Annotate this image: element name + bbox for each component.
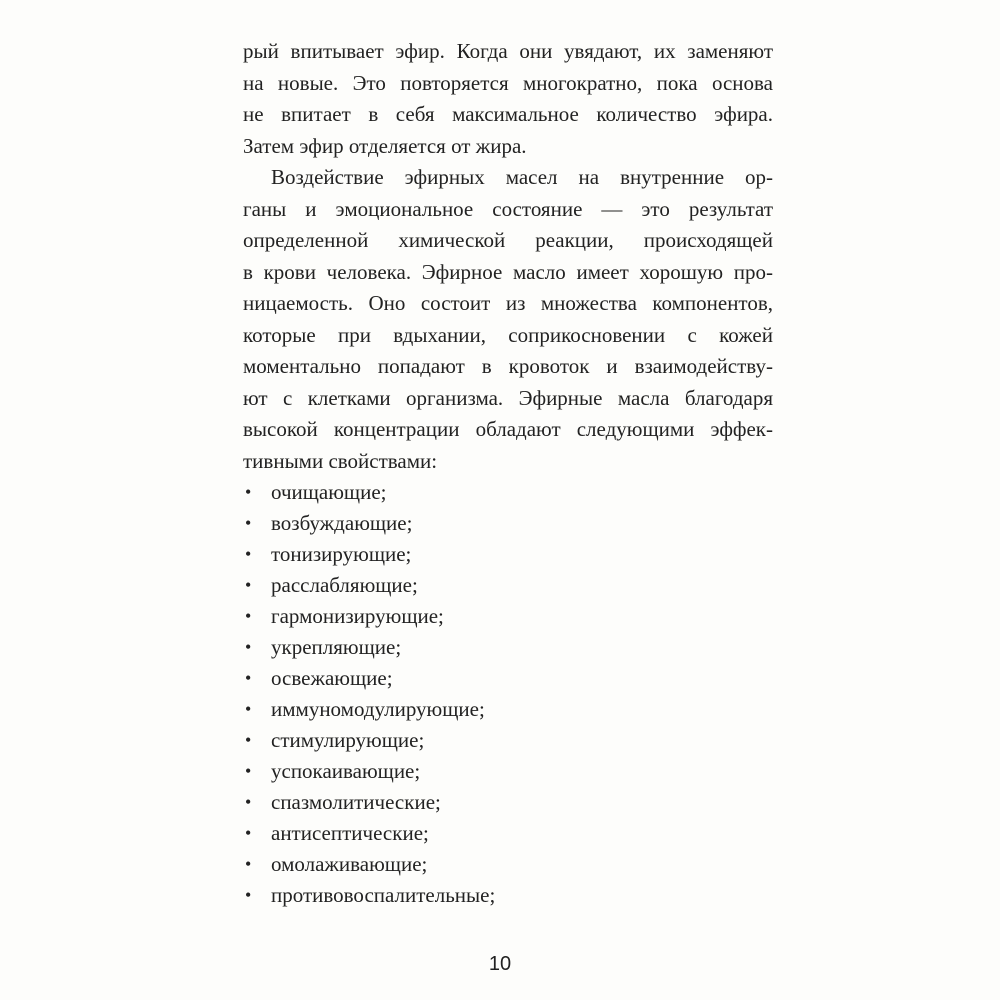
properties-list (243, 477, 773, 911)
text-line: в крови человека. Эфирное масло имеет хорошую про- (243, 259, 773, 284)
list-item (243, 663, 773, 694)
paragraph-continuation (243, 36, 773, 162)
bullet-icon: • (245, 730, 252, 750)
text-line: на новые. Это повторяется многократно, пока основа (243, 70, 773, 95)
text-line: Воздействие эфирных масел на внутренние ор- (271, 165, 773, 189)
bullet-icon: • (245, 482, 252, 502)
list-item-text: успокаивающие; (271, 759, 421, 783)
list-item-text: освежающие; (271, 666, 393, 690)
list-item-text: иммуномодулирующие; (271, 697, 485, 721)
list-item (243, 880, 773, 911)
bullet-icon: • (245, 575, 252, 595)
text-line: Затем эфир отделяется от жира. (243, 133, 527, 158)
bullet-icon: • (245, 606, 252, 626)
list-item (243, 849, 773, 880)
bullet-icon: • (245, 885, 252, 905)
bullet-icon: • (245, 637, 252, 657)
bullet-icon: • (245, 792, 252, 812)
body-text (243, 36, 773, 911)
list-item (243, 756, 773, 787)
bullet-icon: • (245, 761, 252, 781)
list-item-text: омолаживающие; (271, 852, 428, 876)
list-item (243, 477, 773, 508)
text-line: не впитает в себя максимальное количество эфира. (243, 102, 773, 126)
bullet-icon: • (245, 668, 252, 688)
bullet-icon: • (245, 823, 252, 843)
text-line: определенной химической реакции, происходящей (243, 228, 773, 252)
text-line: тивными свойствами: (243, 448, 438, 473)
list-item-text: очищающие; (271, 480, 387, 504)
list-item-text: спазмолитические; (271, 790, 441, 814)
list-item-text: расслабляющие; (271, 573, 418, 597)
text-line: рый впитывает эфир. Когда они увядают, их заменяют (243, 39, 773, 63)
text-line: ганы и эмоциональное состояние — это результат (243, 196, 773, 221)
text-line: ют с клетками организма. Эфирные масла благодаря (243, 385, 773, 410)
list-item (243, 632, 773, 663)
list-item-text: укрепляющие; (271, 635, 402, 659)
text-line: высокой концентрации обладают следующими эффек- (243, 417, 773, 441)
list-item (243, 725, 773, 756)
bullet-icon: • (245, 513, 252, 533)
list-item-text: тонизирующие; (271, 542, 412, 566)
list-item-text: антисептические; (271, 821, 429, 845)
page-number: 10 (488, 953, 512, 975)
bullet-icon: • (245, 854, 252, 874)
list-item (243, 570, 773, 601)
list-item (243, 601, 773, 632)
list-item (243, 508, 773, 539)
paragraph-essential-oils-effects (243, 162, 773, 477)
text-line: моментально попадают в кровоток и взаимодейству- (243, 354, 773, 378)
list-item (243, 818, 773, 849)
bullet-icon: • (245, 699, 252, 719)
bullet-icon: • (245, 544, 252, 564)
list-item (243, 539, 773, 570)
text-line: которые при вдыхании, соприкосновении с кожей (243, 322, 773, 347)
list-item-text: возбуждающие; (271, 511, 413, 535)
text-line: ницаемость. Оно состоит из множества компонентов, (243, 291, 773, 315)
list-item-text: противовоспалительные; (271, 883, 496, 907)
list-item-text: гармонизирующие; (271, 604, 444, 628)
list-item (243, 787, 773, 818)
list-item (243, 694, 773, 725)
list-item-text: стимулирующие; (271, 728, 425, 752)
